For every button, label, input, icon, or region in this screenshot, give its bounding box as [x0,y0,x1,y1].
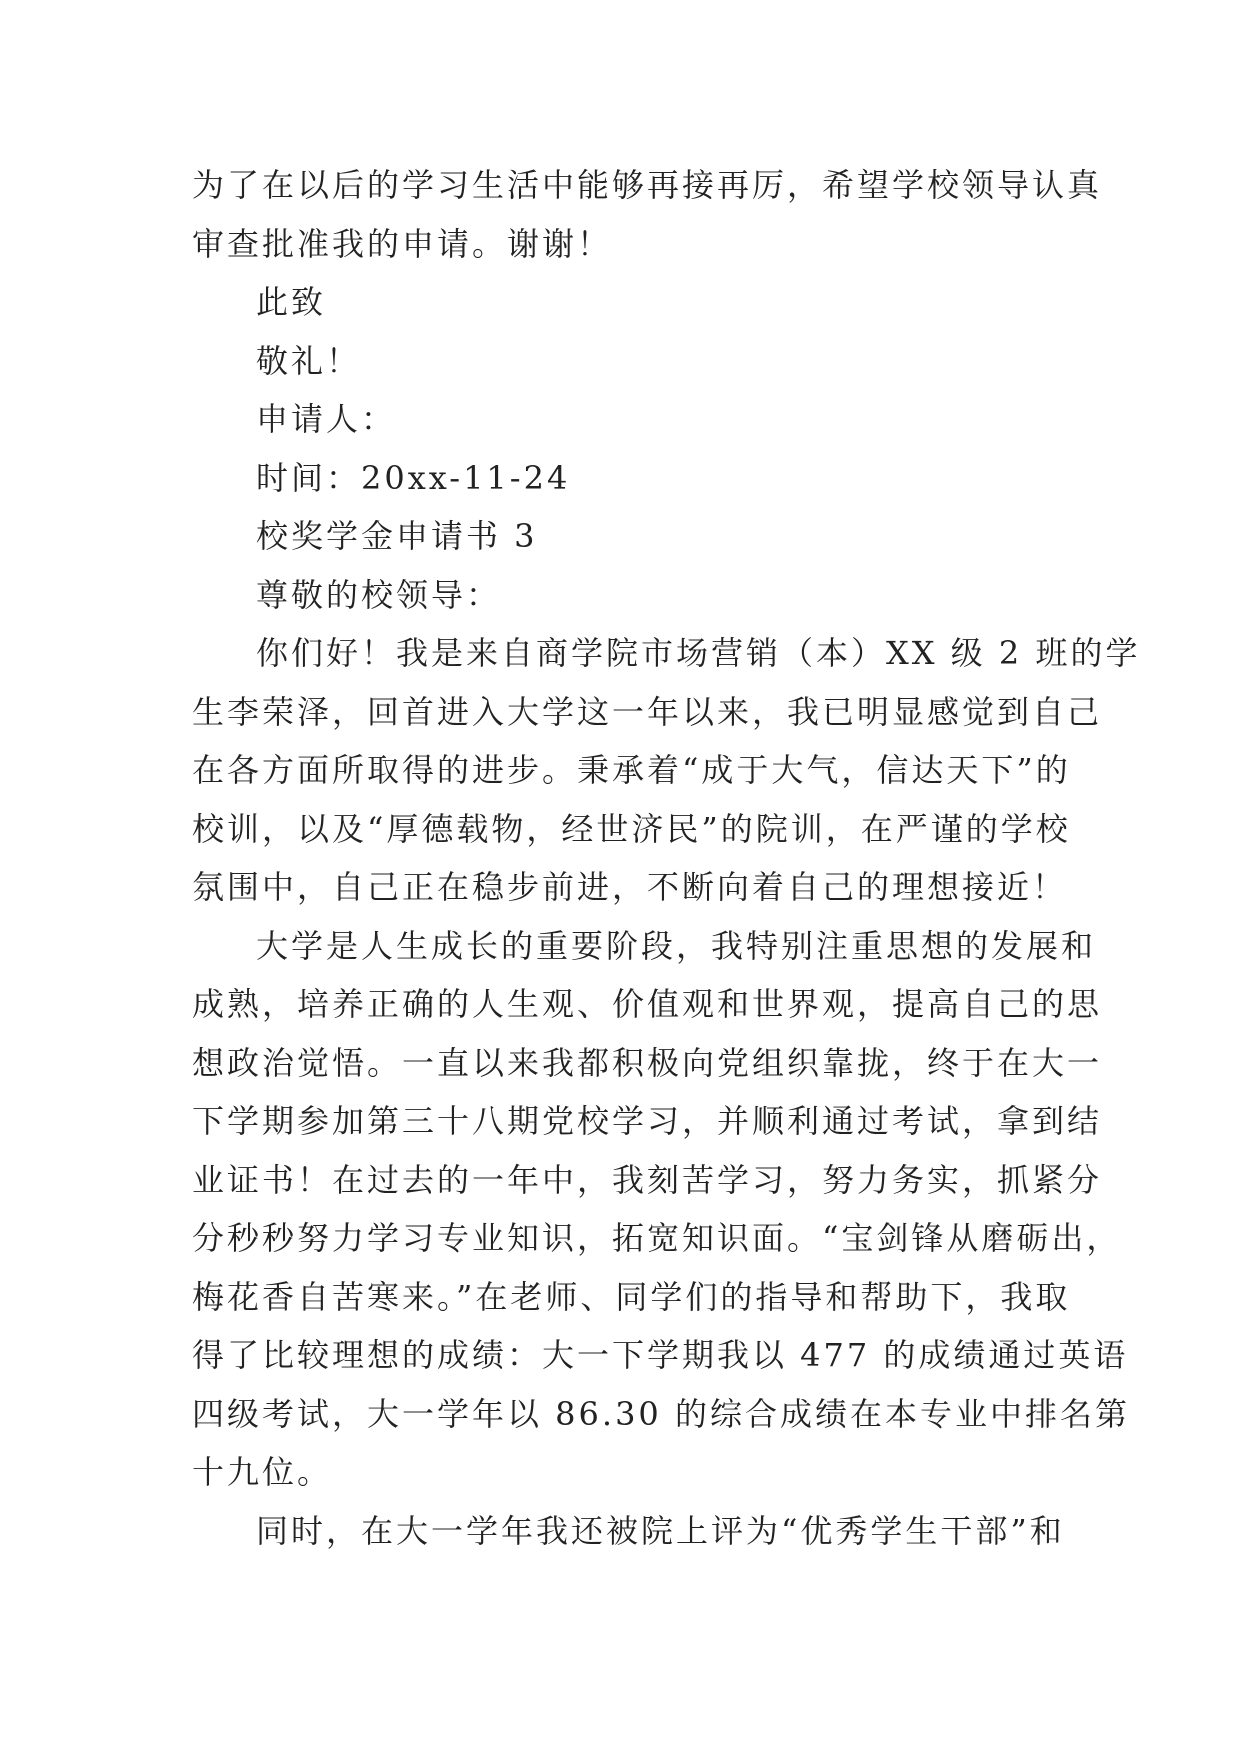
applicant-label: 申请人： [256,400,397,438]
text-line: 四级考试，大一学年以 86.30 的综合成绩在本专业中排名第 [192,1394,1130,1433]
text-line: 分秒秒努力学习专业知识，拓宽知识面。“宝剑锋从磨砺出， [192,1219,1122,1257]
closing-salutation: 此致 [256,283,327,321]
text-line: 同时，在大一学年我还被院上评为“优秀学生干部”和 [256,1511,1065,1550]
closing-regards: 敬礼！ [256,341,362,380]
text-line: 下学期参加第三十八期党校学习，并顺利通过考试，拿到结 [192,1102,1103,1140]
text-line: 大学是人生成长的重要阶段，我特别注重思想的发展和 [256,926,1097,965]
text-line: 十九位。 [192,1453,333,1491]
text-line: 为了在以后的学习生活中能够再接再厉，希望学校领导认真 [192,166,1103,204]
document-body [192,156,1141,1560]
letter-greeting: 尊敬的校领导： [256,575,502,614]
date-line: 时间：20xx-11-24 [256,458,571,497]
text-line: 你们好！我是来自商学院市场营销（本）XX 级 2 班的学 [256,634,1141,672]
text-line: 在各方面所取得的进步。秉承着“成于大气，信达天下”的 [192,751,1071,789]
text-line: 得了比较理想的成绩：大一下学期我以 477 的成绩通过英语 [192,1336,1129,1374]
text-line: 生李荣泽，回首进入大学这一年以来，我已明显感觉到自己 [192,692,1103,731]
section-title: 校奖学金申请书 3 [256,517,538,555]
text-line: 校训，以及“厚德载物，经世济民”的院训，在严谨的学校 [192,809,1071,848]
text-line: 氛围中，自己正在稳步前进，不断向着自己的理想接近！ [192,868,1068,906]
text-line: 业证书！在过去的一年中，我刻苦学习，努力务实，抓紧分 [192,1160,1103,1199]
text-line: 想政治觉悟。一直以来我都积极向党组织靠拢，终于在大一 [192,1043,1103,1082]
text-line: 审查批准我的申请。谢谢！ [192,224,613,263]
text-line: 梅花香自苦寒来。”在老师、同学们的指导和帮助下，我取 [192,1277,1071,1316]
text-line: 成熟，培养正确的人生观、价值观和世界观，提高自己的思 [192,985,1103,1023]
